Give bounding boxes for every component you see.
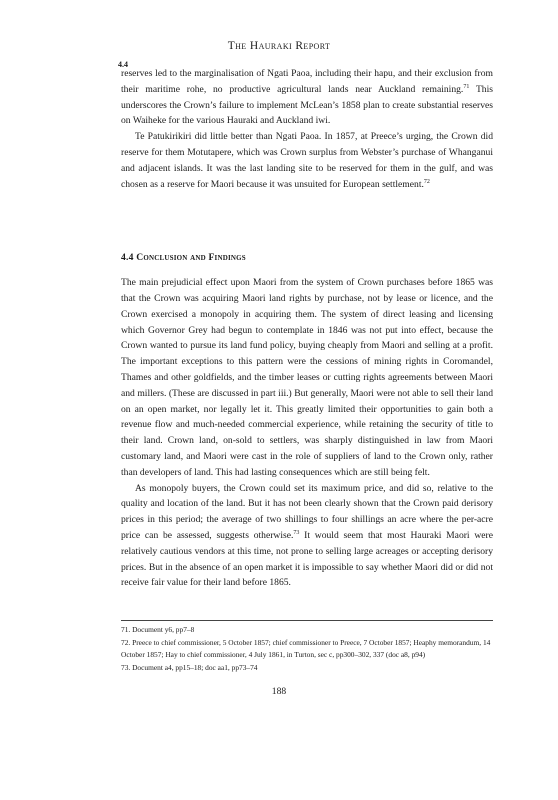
paragraph-4 (121, 481, 493, 592)
section-heading: 4.4 Conclusion and Findings (121, 252, 246, 264)
paragraph-1-rest: This underscores the Crown’s failure to implement McLean’s 1858 plan to create substantial reserves on Waiheke for the various Hauraki and Auckland iwi. (121, 83, 494, 127)
paragraph-1-text: reserves led to the marginalisation of Ngati Paoa, including their hapu, and their exclusion from their maritime rohe, no productive agricultural lands near Auckland remaining. (121, 68, 493, 95)
footnotes (121, 624, 493, 674)
footnote-ref-71[interactable]: 71 (463, 83, 470, 90)
paragraph-4-rest: It would seem that most Hauraki Maori were relatively cautious vendors at this time, not prone to selling large acreages or accepting derisory prices. But in the absence of an open market it is impossible to say whether Maori did or did not receive fair value for their land before 1865. (121, 529, 493, 589)
paragraph-3 (121, 275, 493, 480)
footnote-72: 72. Preece to chief commissioner, 5 October 1857; chief commissioner to Preece, 7 October 1857; Heaphy memorandum, 14 October 1857; Hay to chief commissioner, 4 July 1861, in Turton, sec c, pp300–302, 337 (doc a8, p94) (121, 637, 491, 660)
paragraph-1 (121, 66, 493, 129)
page-number: 188 (271, 686, 287, 697)
footnote-71: 71. Document y6, pp7–8 (121, 625, 195, 634)
footnote-73: 73. Document a4, pp15–18; doc aa1, pp73–74 (121, 662, 258, 672)
body-text (121, 66, 493, 591)
paragraph-2 (121, 129, 493, 192)
section-marker: 4.4 (118, 60, 128, 69)
paragraph-4-text: As monopoly buyers, the Crown could set its maximum price, and did so, relative to the quality and location of the land. But it has not been clearly shown that the Crown paid derisory prices in this period; the average of two shillings to four shillings an acre where the per-acre price can be assessed, suggests otherwise. (121, 482, 493, 541)
footnote-ref-72[interactable]: 72 (423, 178, 430, 185)
footnote-ref-73[interactable]: 73 (293, 529, 300, 536)
running-title: The Hauraki Report (227, 40, 331, 52)
paragraph-3-text: The main prejudicial effect upon Maori from the system of Crown purchases before 1865 was that the Crown was acquiring Maori land rights by purchase, not by lease or licence, and the Crown exercised a monopoly in acquiring them. The system of direct leasing and licensing which Governor Grey had begun to contemplate in 1846 was not put into effect, because the Crown wanted to pursue its land fund policy, buying cheaply from Maori and selling at a profit. The important exceptions to this pattern were the cessions of mining rights in Coromandel, Thames and other goldfields, and the timber leases or cutting rights agreements between Maori and millers. (These are discussed in part iii.) But generally, Maori were not able to sell their land on an open market, nor legally let it. This greatly limited their opportunities to gain both a revenue flow and much-needed commercial experience, while retaining the security of title to their land. Crown land, on-sold to settlers, was sharply distinguished in law from Maori customary land, and Maori were cast in the role of suppliers of land to the Crown only, rather than developers of land. This had lasting consequences which are still being felt. (121, 277, 493, 478)
footnote-divider (121, 620, 493, 621)
paragraph-2-text: Te Patukirikiri did little better than Ngati Paoa. In 1857, at Preece’s urging, the Crown did reserve for them Motutapere, which was Crown surplus from Webster’s purchase of Whanganui and adjacent islands. It was the last landing site to be reserved for them in the gulf, and was chosen as a reserve for Maori because it was unsuited for European settlement. (121, 131, 493, 190)
